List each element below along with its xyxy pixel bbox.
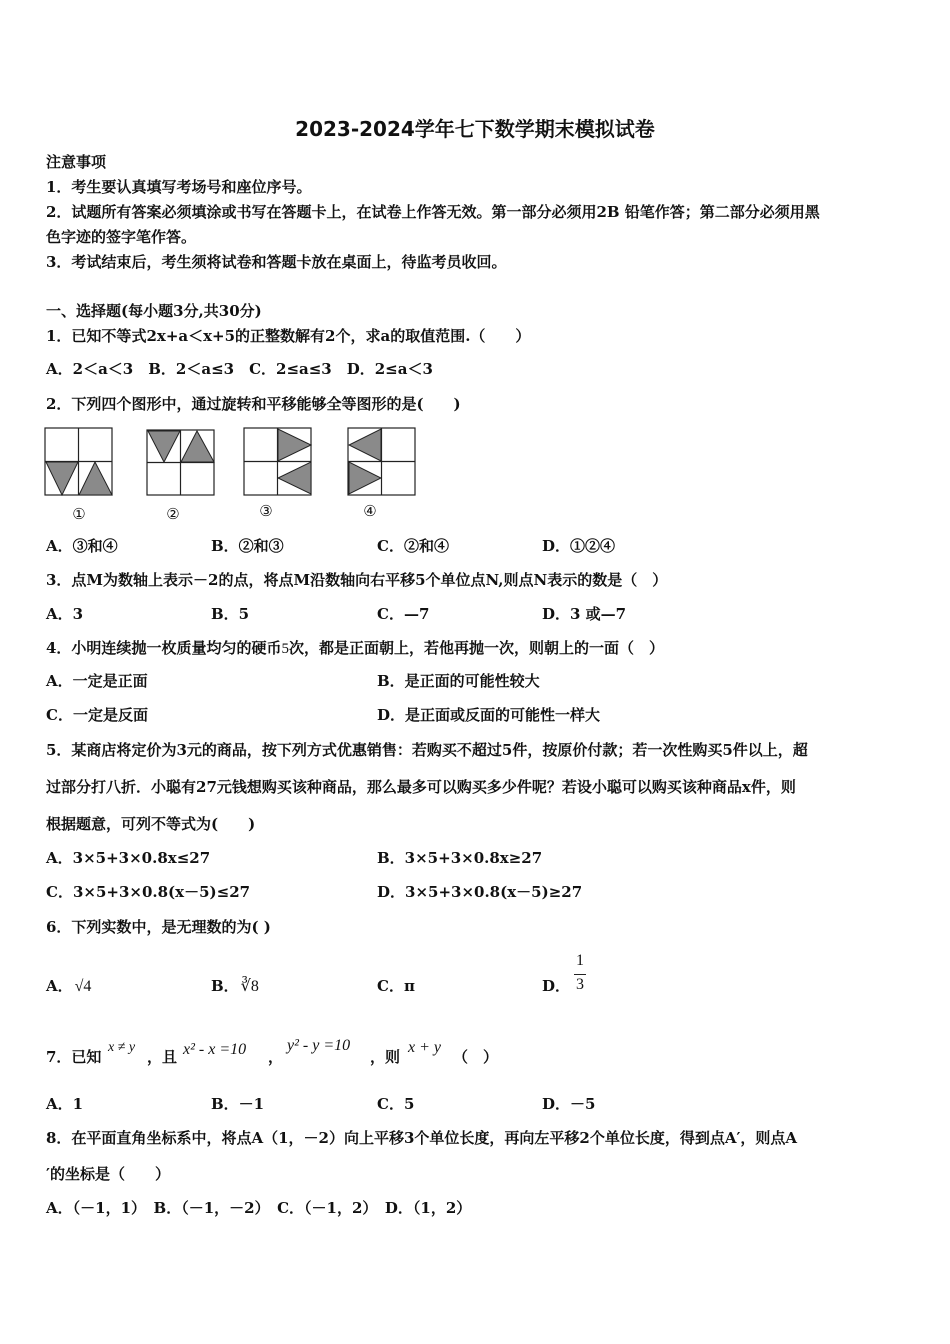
fraction-numerator: 1 [576, 952, 584, 969]
q7-condition-3: y² - y =10 [287, 1037, 351, 1054]
q4-option-c: C．一定是反面 [46, 706, 148, 724]
q3-stem: 3．点M为数轴上表示－2的点，将点M沿数轴向右平移5个单位点N,则点N表示的数是（ ） [46, 571, 668, 589]
q7-separator: ，且 [147, 1048, 178, 1066]
figure-3 [243, 427, 313, 497]
q7-expression: x + y [408, 1039, 441, 1056]
q6-option-b [211, 976, 259, 997]
notice-item: 3．考试结束后，考生须将试卷和答题卡放在桌面上，待监考员收回。 [46, 253, 507, 271]
q7-separator: ， [268, 1048, 284, 1066]
q7-option-c: C．5 [377, 1095, 415, 1113]
q6-stem: 6．下列实数中，是无理数的为( ) [46, 918, 271, 936]
q4-stem [46, 638, 664, 659]
q2-option-b: B．②和③ [211, 537, 284, 555]
q5-option-b: B．3×5+3×0.8x≥27 [377, 849, 543, 867]
q4-stem-start: 4．小明连续抛一枚质量均匀的硬币 [46, 639, 282, 657]
q2-option-c: C．②和④ [377, 537, 449, 555]
fraction-bar [574, 974, 586, 975]
q8-options: A．（－1，1） B．（－1，－2） C．（－1，2） D．（1，2） [46, 1199, 472, 1217]
q1-stem: 1．已知不等式2x+a＜x+5的正整数解有2个，求a的取值范围.（ ） [46, 327, 531, 345]
q6-option-a-label: A． [46, 977, 73, 995]
q2-stem: 2．下列四个图形中，通过旋转和平移能够全等图形的是( ) [46, 395, 461, 413]
q5-stem-line: 根据题意，可列不等式为( ) [46, 815, 256, 833]
q5-option-a: A．3×5+3×0.8x≤27 [46, 849, 211, 867]
q6-option-b-label: B． [211, 977, 239, 995]
q2-option-a: A．③和④ [46, 537, 118, 555]
q3-option-b: B．5 [211, 605, 250, 623]
cbrt-expression: ∛8 [240, 978, 259, 995]
figure-label: ③ [259, 502, 273, 520]
figure-label: ② [166, 505, 180, 523]
q8-stem-line: 8．在平面直角坐标系中，将点A（1，－2）向上平移3个单位长度，再向左平移2个单位长度，得到点A′，则点A [46, 1129, 798, 1147]
figure-1 [44, 427, 114, 497]
q4-option-d: D．是正面或反面的可能性一样大 [377, 706, 601, 724]
section-heading: 一、选择题(每小题3分,共30分) [46, 302, 262, 320]
q4-stem-end: 次，都是正面朝上，若他再抛一次，则朝上的一面（ ） [288, 639, 664, 657]
q6-option-a [46, 976, 91, 997]
q6-option-c: C．π [377, 977, 415, 995]
q1-options: A．2＜a＜3 B．2＜a≤3 C．2≤a≤3 D．2≤a＜3 [46, 360, 433, 378]
q4-option-a: A．一定是正面 [46, 672, 148, 690]
q5-option-c: C．3×5+3×0.8(x－5)≤27 [46, 883, 251, 901]
notice-item: 色字迹的签字笔作答。 [46, 228, 197, 246]
q6-option-d-label: D． [542, 977, 571, 995]
q2-option-d: D．①②④ [542, 537, 616, 555]
q5-option-d: D．3×5+3×0.8(x－5)≥27 [377, 883, 583, 901]
q7-bracket: （ ） [453, 1048, 499, 1066]
q3-option-c: C．—7 [377, 605, 430, 623]
fraction-denominator: 3 [576, 976, 584, 993]
q7-condition-1: x ≠ y [108, 1040, 136, 1055]
notice-item: 2．试题所有答案必须填涂或书写在答题卡上，在试卷上作答无效。第一部分必须用2B 铅笔作答；第二部分必须用黑 [46, 203, 820, 221]
figure-label: ④ [363, 502, 377, 520]
q8-stem-line: ′的坐标是（ ） [46, 1165, 170, 1183]
q3-option-a: A．3 [46, 605, 84, 623]
q7-condition-2: x² - x =10 [183, 1041, 247, 1058]
q7-option-a: A．1 [46, 1095, 84, 1113]
notice-heading: 注意事项 [46, 153, 107, 171]
figure-label: ① [72, 505, 86, 523]
q3-option-d: D．3 或—7 [542, 605, 627, 623]
page-title: 2023-2024学年七下数学期末模拟试卷 [295, 117, 655, 141]
q7-separator: ，则 [370, 1048, 401, 1066]
notice-item: 1．考生要认真填写考场号和座位序号。 [46, 178, 312, 196]
q7-prefix: 7．已知 [46, 1048, 102, 1066]
q5-stem-line: 5．某商店将定价为3元的商品，按下列方式优惠销售：若购买不超过5件，按原价付款；若一次性购买5件以上，超 [46, 741, 808, 759]
q4-option-b: B．是正面的可能性较大 [377, 672, 540, 690]
q7-option-b: B．－1 [211, 1095, 265, 1113]
sqrt-expression: √4 [74, 978, 92, 995]
q5-stem-line: 过部分打八折．小聪有27元钱想购买该种商品，那么最多可以购买多少件呢？若设小聪可以购买该种商品x件，则 [46, 778, 796, 796]
q7-option-d: D．－5 [542, 1095, 596, 1113]
figure-4 [347, 427, 417, 497]
figure-2 [146, 429, 216, 497]
q4-stem-number: 5 [281, 641, 289, 657]
